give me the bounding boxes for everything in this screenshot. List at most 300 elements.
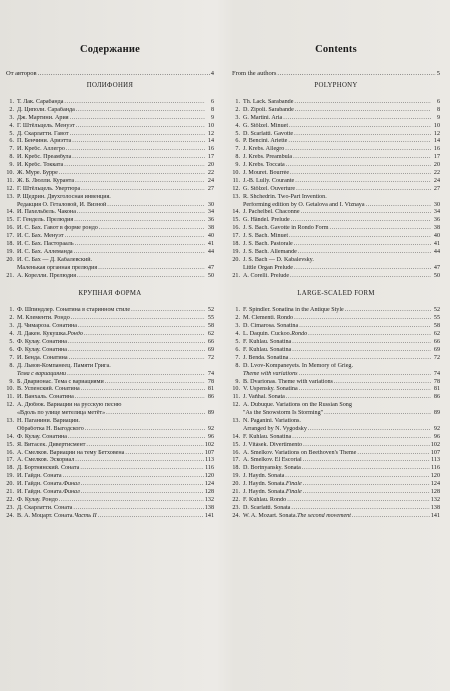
entry-page-number: 24	[433, 177, 440, 184]
toc-entry[interactable]	[6, 465, 214, 473]
entry-page-number: 20	[433, 162, 440, 169]
entry-number: 2.	[9, 315, 14, 322]
toc-entry[interactable]	[6, 363, 214, 371]
entry-page-number: 41	[207, 241, 214, 248]
toc-entry[interactable]	[6, 331, 214, 339]
entry-number: 16.	[232, 225, 240, 232]
entry-number: 17.	[6, 457, 14, 464]
toc-entry[interactable]	[232, 426, 440, 434]
entry-number: 5.	[235, 130, 240, 137]
toc-entry[interactable]	[6, 481, 214, 489]
entry-number: 8.	[9, 154, 14, 161]
entry-number: 23.	[232, 504, 240, 511]
toc-entry[interactable]	[6, 339, 214, 347]
toc-entry[interactable]	[232, 131, 440, 139]
toc-entry[interactable]	[232, 107, 440, 115]
entry-number: 22.	[6, 496, 14, 503]
entry-number: 20.	[6, 256, 14, 263]
entry-title: J. Haydn. Sonata	[243, 473, 285, 480]
entry-number: 12.	[6, 402, 14, 409]
toc-entry[interactable]	[232, 265, 440, 273]
entry-title: Д. Бортнянский. Соната	[17, 465, 80, 472]
toc-entry[interactable]	[6, 138, 214, 146]
toc-entry[interactable]	[232, 386, 440, 394]
entry-title-italic: Finale	[285, 481, 302, 488]
entry-page-number: 72	[207, 354, 214, 361]
entry-number: 18.	[6, 241, 14, 248]
toc-entry[interactable]	[6, 323, 214, 331]
entry-title: V. Uspensky. Sonatina	[243, 386, 298, 393]
toc-entry[interactable]	[232, 217, 440, 225]
leader-dots	[76, 123, 205, 131]
toc-entry[interactable]	[232, 434, 440, 442]
entry-page-number: 116	[431, 465, 440, 472]
entry-number: 7.	[9, 354, 14, 361]
entry-number: 5.	[9, 339, 14, 346]
toc-entry[interactable]	[6, 347, 214, 355]
entry-title-italic: Часть II	[73, 512, 97, 519]
large-form-list-ru	[6, 307, 214, 520]
toc-entry[interactable]	[6, 402, 214, 410]
toc-entry[interactable]	[6, 489, 214, 497]
toc-entry[interactable]	[232, 497, 440, 505]
leader-dots	[78, 323, 205, 331]
leader-dots	[98, 513, 204, 521]
leader-dots	[334, 379, 431, 387]
entry-page-number: 138	[430, 504, 440, 511]
authors-entry-en[interactable]	[232, 62, 440, 77]
leader-dots	[75, 241, 205, 249]
toc-entry[interactable]	[6, 371, 214, 379]
toc-entry[interactable]	[6, 315, 214, 323]
toc-entry[interactable]	[232, 115, 440, 123]
entry-number: 13.	[232, 193, 240, 200]
entry-title: G. Martini. Aria	[243, 114, 283, 121]
entry-title: Ф. Кулау. Сонатина	[17, 339, 67, 346]
entry-page-number: 92	[207, 425, 214, 432]
leader-dots	[59, 497, 204, 505]
entry-title: И. Ванхаль. Сонатина	[17, 394, 74, 401]
toc-entry[interactable]	[6, 442, 214, 450]
entry-title: Й. Гайдн. Соната.	[17, 481, 64, 488]
russian-contents-heading: Содержание	[80, 44, 140, 55]
toc-entry[interactable]	[232, 138, 440, 146]
entry-number: 15.	[232, 441, 240, 448]
entry-title: Г. Штёльцель. Увертюра	[17, 185, 81, 192]
entry-number: 2.	[235, 315, 240, 322]
entry-title: D. Lvov-Kompaneyets. In Memory of Grieg.	[243, 362, 353, 369]
entry-page-number: 10	[433, 122, 440, 129]
toc-entry[interactable]	[6, 473, 214, 481]
leader-dots	[294, 99, 431, 107]
leader-dots	[67, 371, 205, 379]
entry-title: D. Scarlatti. Sonata	[243, 504, 291, 511]
entry-title: J. S. Bach. Pastorale	[243, 241, 293, 248]
entry-page-number: 34	[433, 209, 440, 216]
toc-entry[interactable]	[6, 123, 214, 131]
entry-title-italic: Rondo	[291, 331, 308, 338]
toc-entry[interactable]	[6, 99, 214, 107]
leader-dots	[285, 473, 430, 481]
entry-title: Performing edition by O. Getalova and I. Viznaya	[243, 201, 365, 208]
toc-entry[interactable]	[6, 418, 214, 426]
leader-dots	[286, 394, 431, 402]
toc-entry[interactable]	[6, 186, 214, 194]
toc-entry[interactable]	[6, 107, 214, 115]
leader-dots	[294, 265, 431, 273]
entry-title: J. S. Bach. Gavotte in Rondo Form	[243, 225, 329, 232]
entry-number: 24.	[6, 512, 14, 519]
entry-number: 19.	[232, 473, 240, 480]
entry-number: 2.	[235, 106, 240, 113]
leader-dots	[75, 457, 204, 465]
entry-number: 20.	[6, 481, 14, 488]
entry-number: 3.	[235, 114, 240, 121]
toc-entry[interactable]	[232, 410, 440, 418]
toc-entry[interactable]	[232, 233, 440, 241]
polyphony-list-en	[232, 99, 440, 280]
toc-entry[interactable]	[6, 225, 214, 233]
toc-entry[interactable]	[232, 489, 440, 497]
russian-contents-column	[6, 44, 214, 521]
leader-dots	[80, 465, 204, 473]
leader-dots	[285, 146, 431, 154]
entry-number: 11.	[6, 177, 14, 184]
toc-entry[interactable]	[6, 513, 214, 521]
entry-page-number: 8	[210, 106, 214, 113]
entry-number: 7.	[9, 146, 14, 153]
authors-entry-ru[interactable]	[6, 62, 214, 77]
entry-number: 21.	[6, 488, 14, 495]
entry-page-number: 24	[207, 177, 214, 184]
toc-entry[interactable]	[6, 505, 214, 513]
entry-title-italic: Рондо	[67, 331, 83, 338]
entry-title: J. S. Bach. Allemande	[243, 248, 297, 255]
entry-title: A. Smelkov. Variations on Beethoven's Theme	[243, 449, 357, 456]
leader-dots	[73, 505, 203, 513]
toc-entry[interactable]	[232, 394, 440, 402]
toc-entry[interactable]	[232, 154, 440, 162]
entry-title: B. Dvarionas. Theme with variations	[243, 378, 333, 385]
entry-number: 19.	[6, 473, 14, 480]
entry-page-number: 30	[433, 201, 440, 208]
leader-dots	[303, 457, 430, 465]
entry-page-number: 69	[207, 346, 214, 353]
entry-page-number: 107	[204, 449, 214, 456]
entry-number: 4.	[235, 122, 240, 129]
entry-page-number: 141	[204, 512, 214, 519]
entry-number: 13.	[6, 417, 14, 424]
entry-page-number: 17	[433, 154, 440, 161]
entry-page-number: 12	[207, 130, 214, 137]
entry-page-number: 78	[207, 378, 214, 385]
toc-entry[interactable]	[232, 481, 440, 489]
toc-entry[interactable]	[6, 170, 214, 178]
entry-page-number: 34	[207, 209, 214, 216]
entry-title: R. Shchedrin. Two-Part Invention.	[243, 193, 327, 200]
entry-title: Ф. Кулау. Сонатина	[17, 433, 67, 440]
toc-entry[interactable]	[232, 257, 440, 265]
entry-number: 2.	[9, 106, 14, 113]
entry-number: 17.	[232, 457, 240, 464]
toc-entry[interactable]	[232, 123, 440, 131]
toc-entry[interactable]	[232, 202, 440, 210]
toc-entry[interactable]	[232, 249, 440, 257]
entry-page-number: 55	[207, 315, 214, 322]
toc-entry[interactable]	[6, 115, 214, 123]
toc-entry[interactable]	[6, 426, 214, 434]
entry-number: 19.	[6, 248, 14, 255]
toc-entry[interactable]	[6, 194, 214, 202]
toc-entry[interactable]	[232, 457, 440, 465]
entry-title: Д. Скарлатти. Соната	[17, 504, 73, 511]
entry-number: 12.	[232, 402, 240, 409]
toc-entry[interactable]	[6, 209, 214, 217]
leader-dots	[291, 217, 431, 225]
leader-dots	[357, 450, 429, 458]
toc-entry[interactable]	[6, 249, 214, 257]
toc-entry[interactable]	[232, 194, 440, 202]
authors-page-en: 5	[436, 70, 440, 77]
entry-page-number: 62	[433, 331, 440, 338]
toc-entry[interactable]	[232, 307, 440, 315]
entry-number: 16.	[232, 449, 240, 456]
leader-dots	[64, 162, 205, 170]
toc-entry[interactable]	[232, 273, 440, 281]
entry-number: 1.	[235, 99, 240, 105]
english-contents-heading: Contents	[315, 44, 357, 55]
entry-page-number: 40	[433, 233, 440, 240]
entry-page-number: 10	[207, 122, 214, 129]
toc-entry[interactable]	[232, 371, 440, 379]
toc-entry[interactable]	[232, 363, 440, 371]
entry-title: J. Mouret. Bourrée	[243, 170, 290, 177]
entry-title: D. Cimarosa. Sonatina	[243, 323, 299, 330]
entry-page-number: 74	[207, 370, 214, 377]
entry-number: 14.	[232, 209, 240, 216]
entry-number: 14.	[6, 433, 14, 440]
toc-entry[interactable]	[6, 410, 214, 418]
toc-entry[interactable]	[6, 162, 214, 170]
toc-entry[interactable]	[232, 355, 440, 363]
leader-dots	[303, 442, 430, 450]
entry-title: «Вдоль по улице метелица метёт»	[17, 410, 106, 417]
entry-page-number: 124	[204, 481, 214, 488]
toc-entry[interactable]	[232, 339, 440, 347]
toc-entry[interactable]	[232, 331, 440, 339]
toc-entry[interactable]	[232, 170, 440, 178]
entry-page-number: 17	[207, 154, 214, 161]
section-title-large-form-en: LARGE-SCALED FORM	[297, 290, 375, 298]
leader-dots	[299, 371, 431, 379]
toc-entry[interactable]	[232, 442, 440, 450]
toc-entry[interactable]	[6, 273, 214, 281]
toc-entry[interactable]	[6, 457, 214, 465]
toc-entry[interactable]	[232, 402, 440, 410]
toc-entry[interactable]	[6, 233, 214, 241]
entry-title: А. Дюбюк. Вариации на русскую песню	[17, 402, 122, 409]
entry-number: 3.	[9, 114, 14, 121]
entry-number: 10.	[232, 386, 240, 393]
leader-dots	[308, 331, 431, 339]
leader-dots	[293, 154, 431, 162]
entry-page-number: 22	[207, 170, 214, 177]
entry-page-number: 27	[207, 185, 214, 192]
entry-number: 9.	[9, 378, 14, 385]
entry-page-number: 8	[436, 106, 440, 113]
entry-title: Ж. Б. Люлли. Куранта	[17, 177, 75, 184]
toc-entry[interactable]	[232, 315, 440, 323]
entry-title: Н. Паганини. Вариации.	[17, 417, 80, 424]
entry-number: 15.	[6, 441, 14, 448]
entry-title: J. Pachelbel. Chaconne	[243, 209, 300, 216]
entry-number: 15.	[6, 217, 14, 224]
toc-entry[interactable]	[232, 178, 440, 186]
entry-page-number: 69	[433, 346, 440, 353]
entry-title: J. Haydn. Sonata.	[243, 481, 286, 488]
toc-entry[interactable]	[6, 394, 214, 402]
leader-dots	[292, 347, 431, 355]
leader-dots	[289, 355, 431, 363]
toc-entry[interactable]	[232, 347, 440, 355]
toc-entry[interactable]	[232, 450, 440, 458]
leader-dots	[38, 70, 210, 77]
entry-title: D. Scarlatti. Gavotte	[243, 130, 294, 137]
entry-page-number: 38	[433, 225, 440, 232]
toc-entry[interactable]	[6, 146, 214, 154]
toc-entry[interactable]	[6, 450, 214, 458]
toc-entry[interactable]	[6, 355, 214, 363]
leader-dots	[308, 426, 431, 434]
entry-title: G. Händel. Prelude	[243, 217, 290, 224]
entry-page-number: 89	[433, 410, 440, 417]
leader-dots	[68, 339, 205, 347]
entry-title: И. Кребс. Аллегро	[17, 146, 65, 153]
entry-page-number: 6	[436, 99, 440, 105]
entry-title: Д. Циполи. Сарабанда	[17, 106, 75, 113]
entry-title: Дж. Мартини. Ария	[17, 114, 69, 121]
toc-entry[interactable]	[232, 162, 440, 170]
entry-title: Й. Бенда. Сонатина	[17, 354, 68, 361]
entry-page-number: 36	[207, 217, 214, 224]
toc-entry[interactable]	[232, 379, 440, 387]
toc-entry[interactable]	[232, 146, 440, 154]
toc-entry[interactable]	[232, 513, 440, 521]
entry-number: 7.	[235, 354, 240, 361]
entry-number: 6.	[9, 346, 14, 353]
section-title-polyphony-en: POLYPHONY	[314, 82, 358, 89]
entry-page-number: 52	[433, 307, 440, 314]
toc-entry[interactable]	[6, 131, 214, 139]
authors-label-en: From the authors	[232, 70, 277, 77]
toc-entry[interactable]	[6, 434, 214, 442]
toc-entry[interactable]	[232, 186, 440, 194]
entry-number: 4.	[9, 122, 14, 129]
entry-page-number: 128	[204, 488, 214, 495]
toc-entry[interactable]	[6, 217, 214, 225]
leader-dots	[65, 233, 206, 241]
section-title-polyphony-ru: ПОЛИФОНИЯ	[86, 82, 134, 89]
entry-title: А. Смелков. Эскориал	[17, 457, 75, 464]
toc-entry[interactable]	[6, 154, 214, 162]
entry-page-number: 113	[431, 457, 440, 464]
leader-dots	[70, 115, 205, 123]
entry-title-italic: The second movement	[297, 512, 351, 519]
entry-page-number: 41	[433, 241, 440, 248]
leader-dots	[287, 497, 430, 505]
entry-page-number: 138	[204, 504, 214, 511]
leader-dots	[71, 315, 205, 323]
entry-title: J. Benda. Sonatina	[243, 354, 289, 361]
entry-title: Ф. Кулау. Рондо	[17, 496, 58, 503]
entry-title: М. Клементи. Рондо	[17, 315, 70, 322]
entry-page-number: 102	[430, 441, 440, 448]
toc-entry[interactable]	[6, 178, 214, 186]
entry-title: И. С. Бах. Пасторааль	[17, 241, 74, 248]
toc-entry[interactable]	[232, 209, 440, 217]
leader-dots	[72, 154, 205, 162]
entry-page-number: 47	[433, 264, 440, 271]
toc-entry[interactable]	[232, 465, 440, 473]
entry-title: J. Krebs. Preambula	[243, 154, 293, 161]
section-title-large-form-ru: КРУПНАЯ ФОРМА	[78, 290, 142, 298]
toc-entry[interactable]	[232, 241, 440, 249]
toc-entry[interactable]	[232, 418, 440, 426]
toc-entry[interactable]	[6, 386, 214, 394]
toc-entry[interactable]	[232, 99, 440, 107]
entry-page-number: 9	[210, 114, 214, 121]
entry-number: 4.	[9, 331, 14, 338]
entry-number: 12.	[6, 185, 14, 192]
leader-dots	[98, 265, 205, 273]
entry-title: Д. Скарлатти. Гавот	[17, 130, 69, 137]
entry-page-number: 128	[430, 488, 440, 495]
toc-entry[interactable]	[232, 473, 440, 481]
entry-number: 11.	[232, 177, 240, 184]
leader-dots	[295, 107, 431, 115]
entry-title: M. Clementi. Rondo	[243, 315, 294, 322]
entry-title: Я. Витасек. Дивертисмент	[17, 441, 86, 448]
entry-page-number: 113	[205, 457, 214, 464]
toc-entry[interactable]	[6, 241, 214, 249]
leader-dots	[86, 442, 203, 450]
entry-title: F. Kuhlau. Rondo	[243, 496, 287, 503]
toc-entry[interactable]	[6, 257, 214, 265]
toc-entry[interactable]	[6, 379, 214, 387]
entry-number: 19.	[232, 248, 240, 255]
entry-title: Little Organ Prelude	[243, 264, 293, 271]
leader-dots	[84, 331, 205, 339]
toc-entry[interactable]	[232, 323, 440, 331]
entry-title: А. Смелков. Вариации на тему Бетховена	[17, 449, 125, 456]
toc-entry[interactable]	[232, 225, 440, 233]
toc-entry[interactable]	[6, 202, 214, 210]
entry-page-number: 12	[433, 130, 440, 137]
toc-entry[interactable]	[232, 505, 440, 513]
entry-title: A. Corelli. Prelude	[243, 272, 290, 279]
leader-dots	[303, 489, 430, 497]
entry-title: F. Kuhlau. Sonatina	[243, 433, 292, 440]
entry-number: 1.	[9, 307, 14, 314]
toc-entry[interactable]	[6, 265, 214, 273]
entry-page-number: 107	[430, 449, 440, 456]
toc-entry[interactable]	[6, 497, 214, 505]
toc-entry[interactable]	[6, 307, 214, 315]
leader-dots	[289, 123, 431, 131]
entry-page-number: 86	[433, 394, 440, 401]
leader-dots	[75, 394, 205, 402]
entry-number: 1.	[235, 307, 240, 314]
